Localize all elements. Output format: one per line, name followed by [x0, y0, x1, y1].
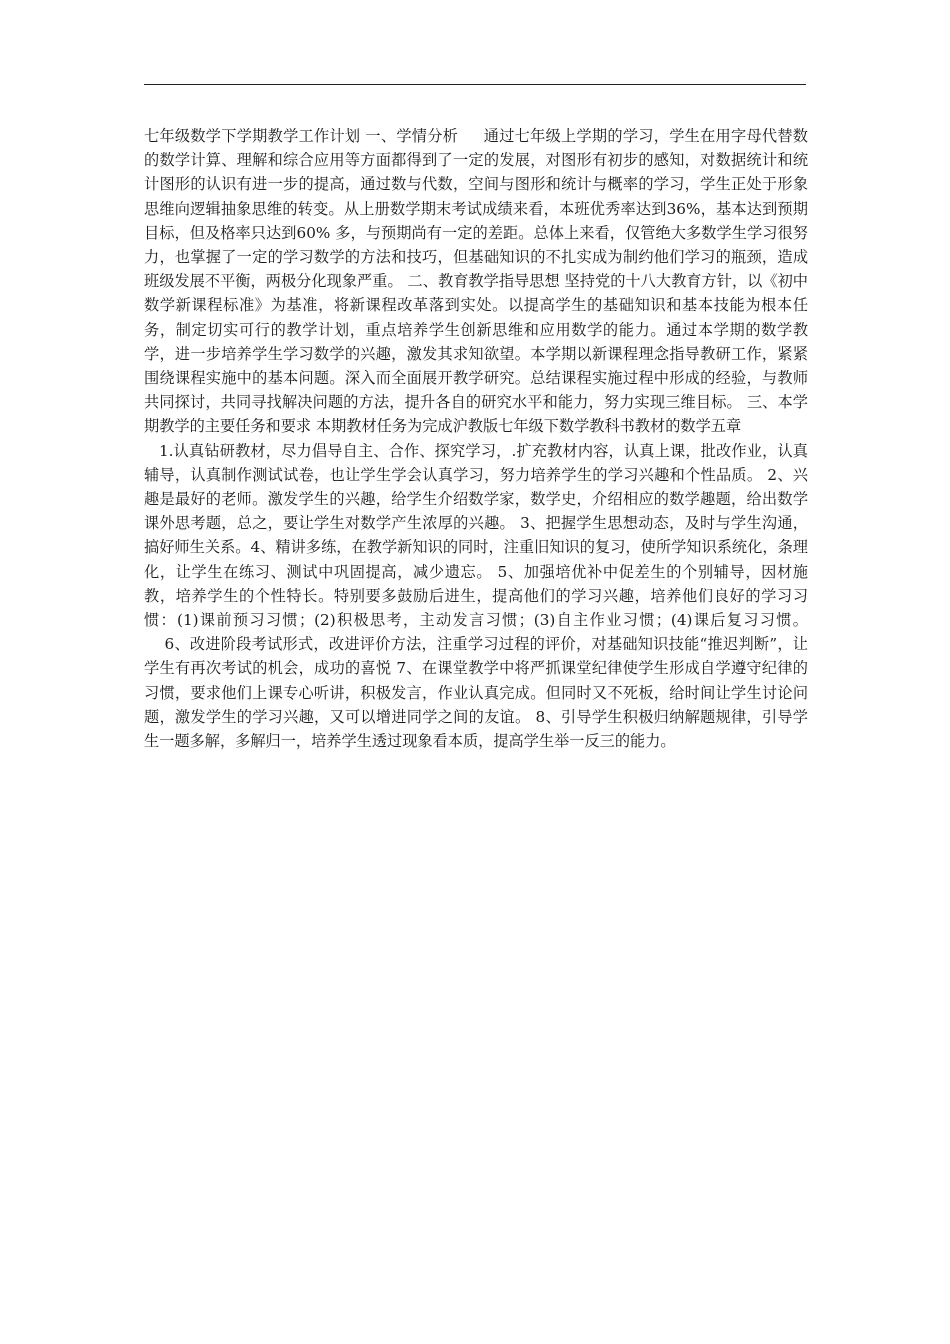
paragraph-teaching-measures: 1.认真钻研教材，尽力倡导自主、合作、探究学习，.扩充教材内容，认真上课，批改作业，认真辅导，认真制作测试试卷，也让学生学会认真学习，努力培养学生的学习兴趣和个性品质。 2、兴趣是最好的老师。激发学生的兴趣，给学生介绍数学家，数学史，介绍相应的数学趣题，给出数学课外思考题，总之，要让学生对数学产生浓厚的兴趣。 3、把握学生思想动态，及时与学生沟通，搞好师生关系。4、精讲多练，在教学新知识的同时，注重旧知识的复习，使所学知识系统化，条理化，让学生在练习、测试中巩固提高，减少遗忘。 5、加强培优补中促差生的个别辅导，因材施教，培养学生的个性特长。特别要多鼓励后进生，提高他们的学习兴趣，培养他们良好的学习习惯：(1)课前预习习惯；(2)积极思考，主动发言习惯；(3)自主作业习惯；(4)课后复习习惯。 6、改进阶段考试形式，改进评价方法，注重学习过程的评价，对基础知识技能“推迟判断”，让学生有再次考试的机会，成功的喜悦 7、在课堂教学中将严抓课堂纪律使学生形成自学遵守纪律的习惯，要求他们上课专心听讲，积极发言，作业认真完成。但同时又不死板，给时间让学生讨论问题，激发学生的学习兴趣，又可以增进同学之间的友谊。 8、引导学生积极归纳解题规律，引导学生一题多解，多解归一，培养学生透过现象看本质，提高学生举一反三的能力。	[144, 441, 808, 751]
header-divider-line	[144, 84, 806, 85]
document-body	[144, 124, 808, 753]
paragraph-learning-analysis: 七年级数学下学期教学工作计划 一、学情分析 通过七年级上学期的学习，学生在用字母代替数的数学计算、理解和综合应用等方面都得到了一定的发展，对图形有初步的感知，对数据统计和统计图形的认识有进一步的提高，通过数与代数，空间与图形和统计与概率的学习，学生正处于形象思维向逻辑抽象思维的转变。从上册数学期末考试成绩来看，本班优秀率达到36%，基本达到预期目标，但及格率只达到60% 多，与预期尚有一定的差距。总体上来看，仅管绝大多数学生学习很努力，也掌握了一定的学习数学的方法和技巧，但基础知识的不扎实成为制约他们学习的瓶颈，造成班级发展不平衡，两极分化现象严重。 二、教育教学指导思想 坚持党的十八大教育方针，以《初中数学新课程标准》为基准，将新课程改革落到实处。以提高学生的基础知识和基本技能为根本任务，制定切实可行的教学计划，重点培养学生创新思维和应用数学的能力。通过本学期的数学教学，进一步培养学生学习数学的兴趣，激发其求知欲望。本学期以新课程理念指导教研工作，紧紧围绕课程实施中的基本问题。深入而全面展开教学研究。总结课程实施过程中形成的经验，与教师共同探讨，共同寻找解决问题的方法，提升各自的研究水平和能力，努力实现三维目标。 三、本学期教学的主要任务和要求 本期教材任务为完成沪教版七年级下数学教科书教材的数学五章	[144, 127, 808, 436]
